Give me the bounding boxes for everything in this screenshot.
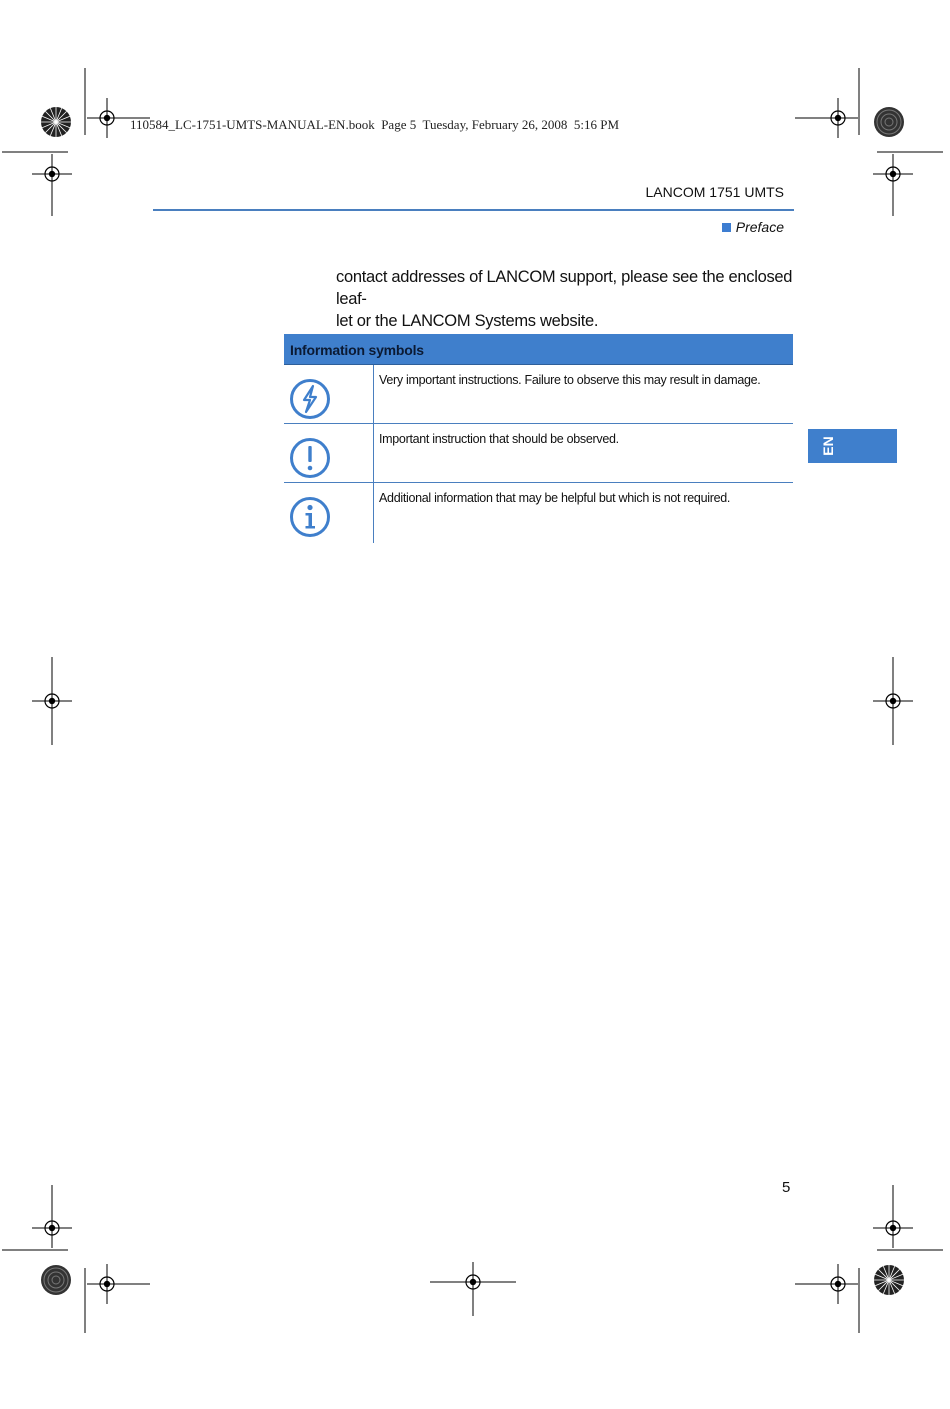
print-bookline: 110584_LC-1751-UMTS-MANUAL-EN.book Page 5 Tuesday, February 26, 2008 5:16 PM	[130, 117, 620, 132]
information-symbols-table	[284, 334, 793, 543]
row-text: Additional information that may be helpful but which is not required.	[379, 491, 731, 505]
table-row	[284, 483, 793, 543]
section-label	[722, 219, 784, 235]
table-header: Information symbols	[284, 334, 793, 365]
icon-cell	[284, 365, 374, 423]
language-tab-label: EN	[820, 436, 836, 456]
section-square-icon	[722, 223, 731, 232]
section-title: Preface	[735, 219, 784, 235]
warning-lightning-icon	[289, 378, 331, 420]
exclamation-icon	[289, 437, 331, 479]
table-row	[284, 365, 793, 424]
row-text: Important instruction that should be observed.	[379, 432, 619, 446]
table-row	[284, 424, 793, 483]
running-title: LANCOM 1751 UMTS	[645, 184, 784, 200]
row-text: Very important instructions. Failure to observe this may result in damage.	[379, 373, 761, 387]
icon-cell	[284, 424, 374, 482]
header-rule	[153, 209, 794, 211]
body-line-2: let or the LANCOM Systems website.	[336, 312, 599, 330]
body-line-1: contact addresses of LANCOM support, please see the enclosed leaf-	[336, 268, 793, 308]
info-icon	[289, 496, 331, 538]
body-paragraph	[336, 266, 794, 332]
icon-cell	[284, 483, 374, 543]
language-tab	[808, 429, 897, 463]
page-number: 5	[782, 1179, 791, 1196]
